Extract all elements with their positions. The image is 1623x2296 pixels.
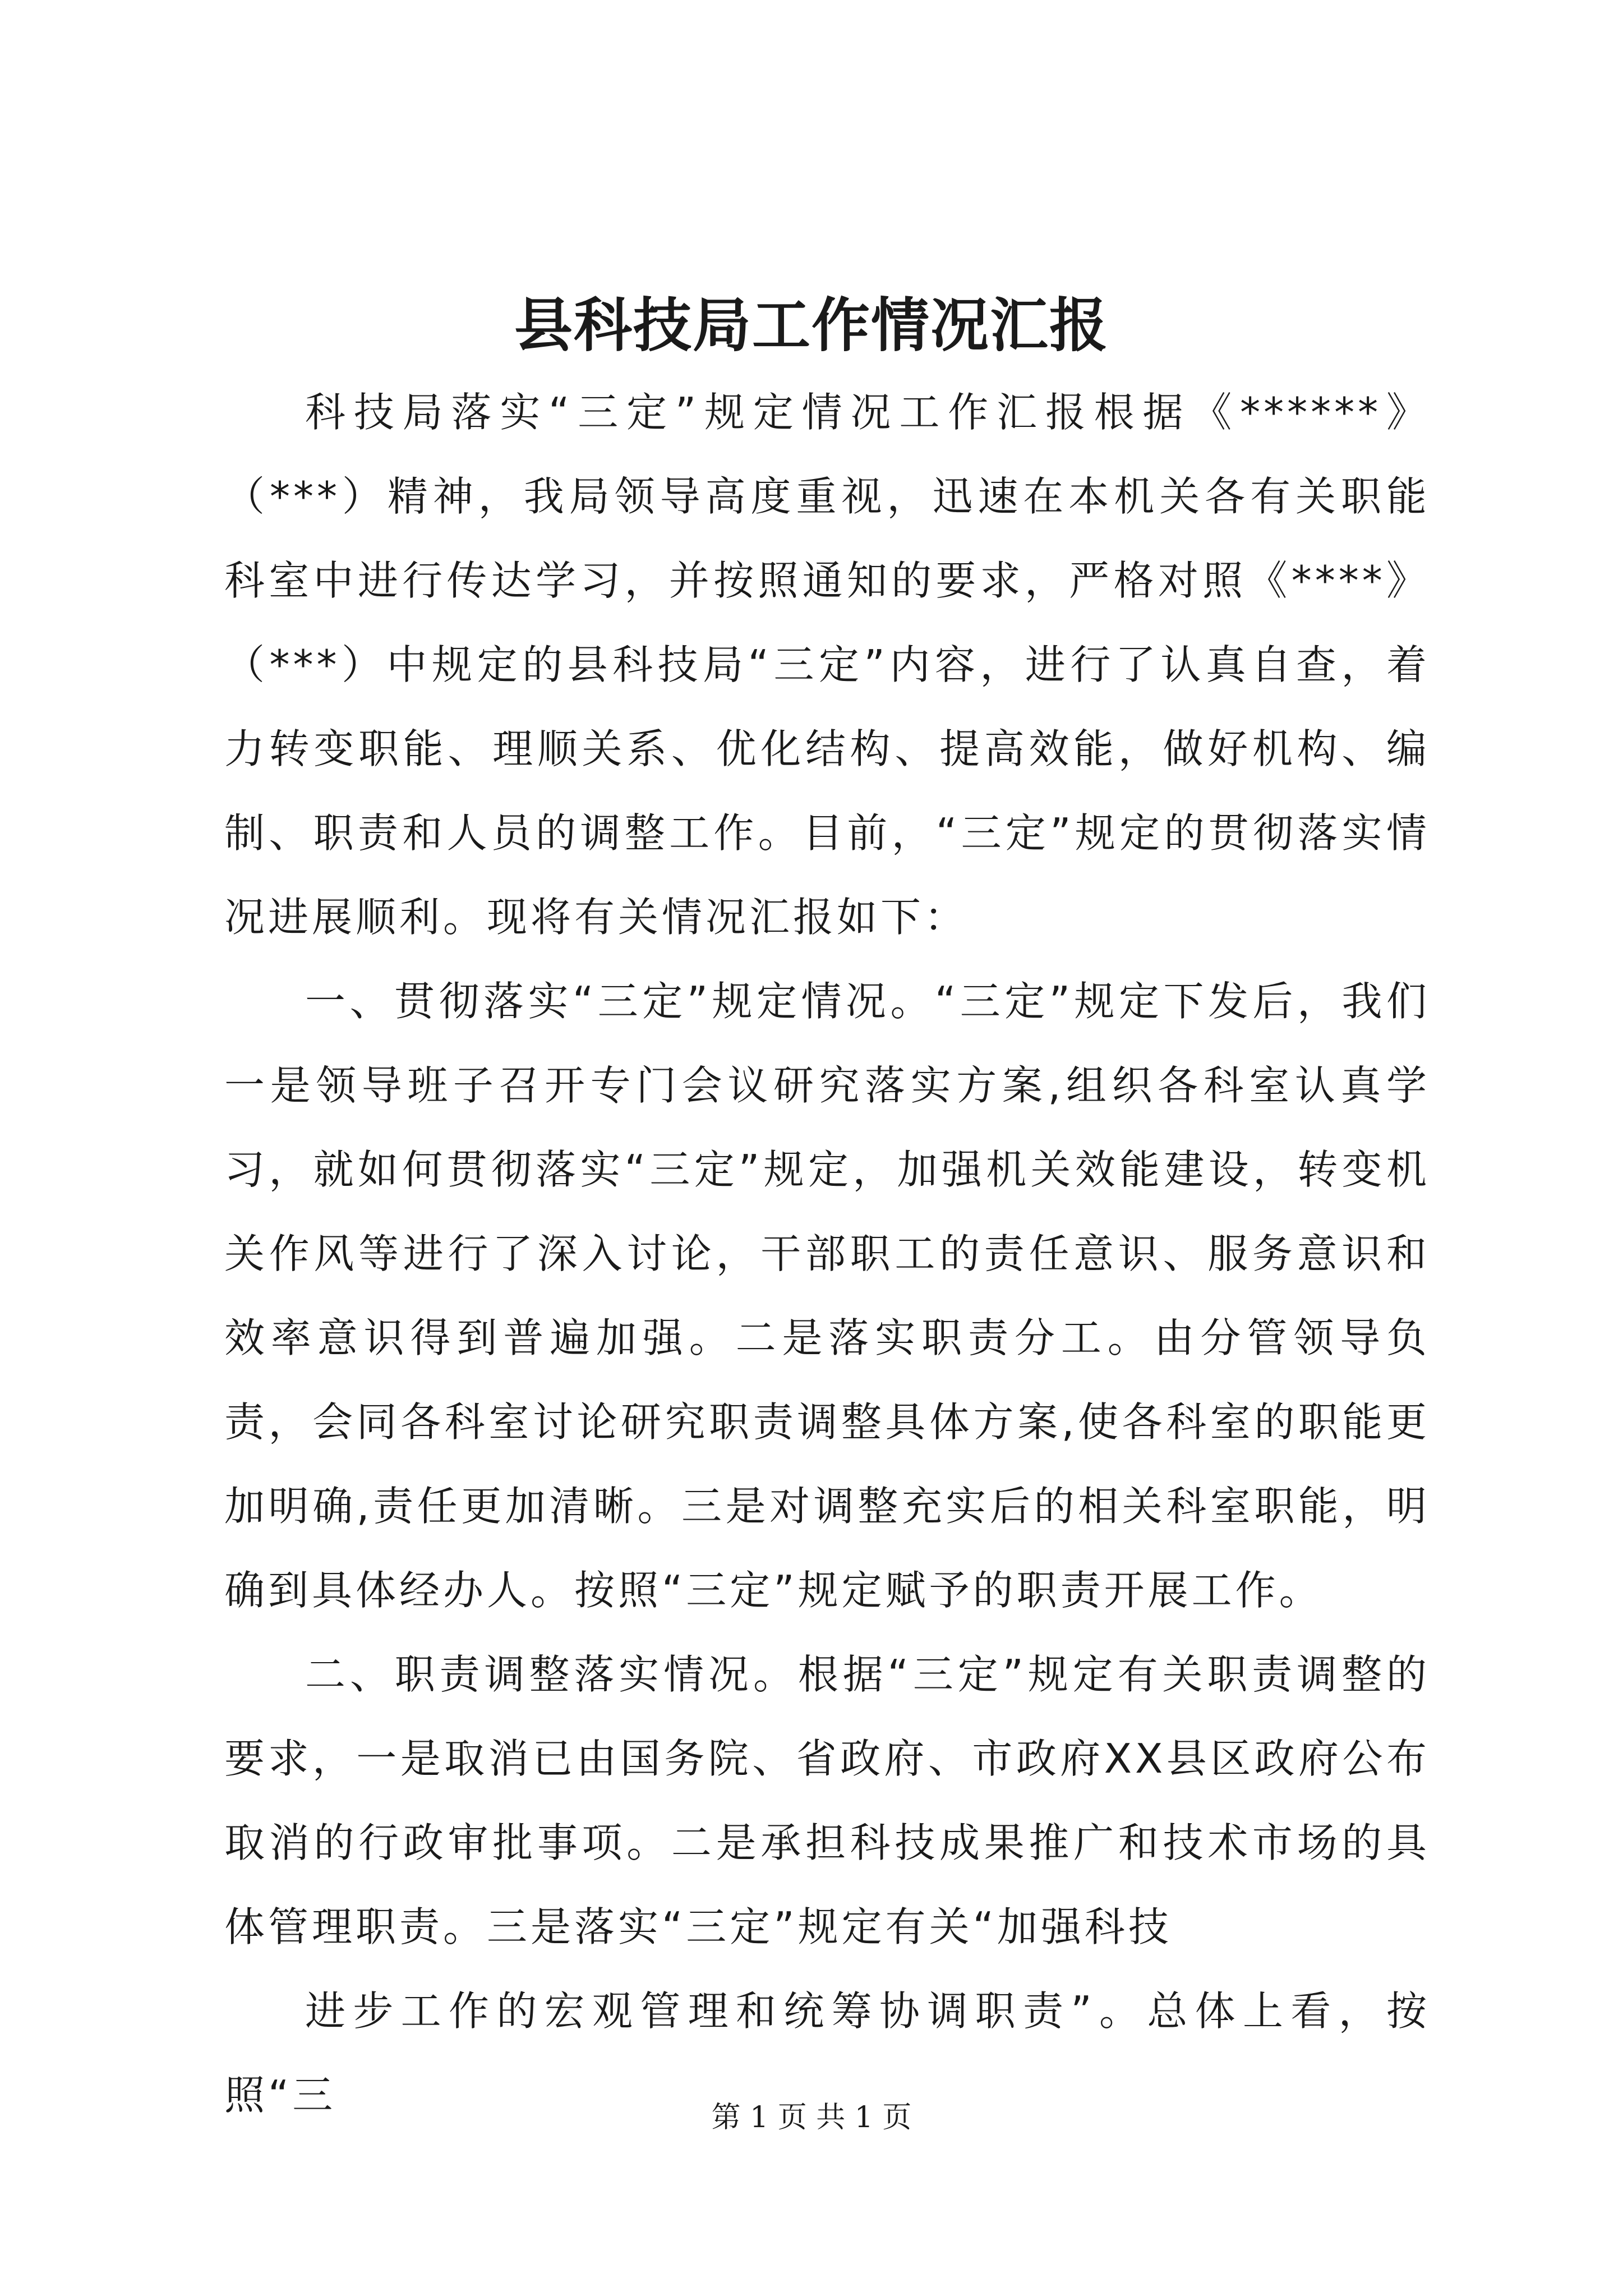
page-number-footer: 第 1 页 共 1 页 [711, 2101, 912, 2134]
document-body [224, 370, 1430, 2137]
paragraph-section-2: 二、职责调整落实情况。根据“三定”规定有关职责调整的要求，一是取消已由国务院、省政府、市政府XX县区政府公布取消的行政审批事项。二是承担科技成果推广和技术市场的具体管理职责。三是落实“三定”规定有关“加强科技 [224, 1651, 1430, 1950]
paragraph-intro: 科技局落实“三定”规定情况工作汇报根据《******》（***）精神，我局领导高度重视，迅速在本机关各有关职能科室中进行传达学习，并按照通知的要求，严格对照《****》（***）中规定的县科技局“三定”内容，进行了认真自查，着力转变职能、理顺关系、优化结构、提高效能，做好机构、编制、职责和人员的调整工作。目前，“三定”规定的贯彻落实情况进展顺利。现将有关情况汇报如下： [224, 389, 1430, 941]
paragraph-continuation: 进步工作的宏观管理和统筹协调职责”。总体上看，按照“三 [224, 1987, 1430, 2119]
document-title: 县科技局工作情况汇报 [514, 291, 1109, 360]
paragraph-section-1: 一、贯彻落实“三定”规定情况。“三定”规定下发后，我们一是领导班子召开专门会议研究落实方案,组织各科室认真学习，就如何贯彻落实“三定”规定，加强机关效能建设，转变机关作风等进行了深入讨论，干部职工的责任意识、服务意识和效率意识得到普遍加强。二是落实职责分工。由分管领导负责，会同各科室讨论研究职责调整具体方案,使各科室的职能更加明确,责任更加清晰。三是对调整充实后的相关科室职能，明确到具体经办人。按照“三定”规定赋予的职责开展工作。 [224, 978, 1430, 1614]
